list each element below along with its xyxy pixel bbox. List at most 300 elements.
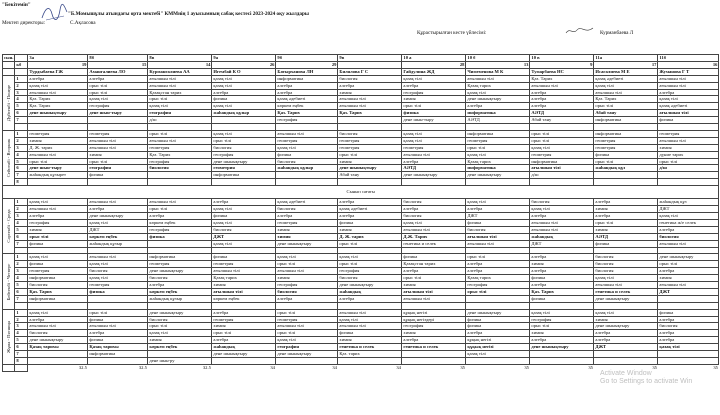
lesson-cell: Д.Ж. Тарих	[402, 233, 466, 240]
lesson-number: 5	[15, 158, 28, 165]
day-label: Сәрсенбі - Среда	[3, 199, 15, 254]
lesson-number: 4	[15, 330, 28, 337]
lesson-cell: орыс тілі	[28, 158, 88, 165]
lesson-cell: химия	[28, 137, 88, 144]
lesson-cell: алгебра	[594, 199, 658, 206]
weekly-hours-total: 32.5	[138, 365, 147, 371]
lesson-cell: алгебра	[530, 254, 594, 261]
lesson-cell: геометрия	[148, 261, 212, 268]
lesson-cell: жаһандық	[338, 288, 402, 295]
lesson-cell: ағылшын тілі	[88, 254, 148, 261]
lesson-cell: Абай тану	[530, 117, 594, 124]
lesson-cell: химия	[530, 330, 594, 337]
lesson-number: 6	[15, 110, 28, 117]
lesson-cell: алгебра	[530, 89, 594, 96]
lesson-cell: информатика	[594, 130, 658, 137]
lesson-cell	[402, 124, 466, 131]
lesson-cell	[212, 358, 276, 365]
lesson-cell: химия	[276, 226, 338, 233]
lesson-cell: биология	[338, 275, 402, 282]
lesson-cell: жаһандық құзыр	[148, 295, 212, 302]
lesson-cell: биология	[212, 144, 276, 151]
lesson-cell: информатика	[148, 254, 212, 261]
lesson-number: 3	[15, 323, 28, 330]
lesson-cell: Қаз. Тарих	[28, 96, 88, 103]
lesson-cell: алгебра	[212, 89, 276, 96]
lesson-cell: ағылшын тілі	[88, 144, 148, 151]
lesson-cell: ағылшын тілі	[338, 103, 402, 110]
lesson-cell: алгебра	[530, 213, 594, 220]
class-header: 10 а	[402, 55, 466, 62]
lesson-cell: биология	[276, 206, 338, 213]
lesson-cell	[402, 302, 466, 309]
lesson-cell: Д. Ж. тарих	[28, 144, 88, 151]
lesson-cell: география	[338, 268, 402, 275]
lesson-cell: алгебра	[212, 309, 276, 316]
lesson-cell	[338, 358, 402, 365]
lesson-cell: Абай тану	[338, 172, 402, 179]
blank-header	[15, 55, 28, 62]
lesson-cell: қазақ тілі	[594, 275, 658, 282]
weekly-hours-total: 32.5	[78, 365, 87, 371]
lesson-cell: алгебра	[338, 82, 402, 89]
teacher-name: Тумарбаева НС	[530, 68, 594, 75]
lesson-cell: алгебра	[466, 103, 530, 110]
lesson-cell: қазақ тілі	[28, 199, 88, 206]
lesson-cell: қазақ тілі	[88, 96, 148, 103]
lesson-cell: қазақ тілі	[466, 151, 530, 158]
lesson-cell	[212, 179, 276, 186]
lesson-cell: алгебра	[594, 330, 658, 337]
lesson-cell: алгебра	[530, 103, 594, 110]
lesson-cell: алгебра	[530, 268, 594, 275]
lesson-cell: дене шынықтыру	[466, 172, 530, 179]
lesson-cell: дене шын-тыру	[28, 165, 88, 172]
lesson-cell: ағылшын тілі	[212, 288, 276, 295]
lesson-cell: физика	[402, 110, 466, 117]
weekly-hours-total: 34	[270, 365, 275, 371]
lesson-cell: алгебра	[658, 226, 719, 233]
lesson-cell: қазақ тілі	[28, 309, 88, 316]
teacher-name: Амангалиева ЛО	[88, 68, 148, 75]
lesson-cell: биология	[88, 268, 148, 275]
lesson-cell: дене шынықтыру	[658, 254, 719, 261]
lesson-cell: ағылшын тілі	[88, 323, 148, 330]
lesson-cell: геометрия	[148, 144, 212, 151]
lesson-cell: геометрия	[594, 144, 658, 151]
lesson-cell: биология	[148, 316, 212, 323]
lesson-cell: дене шынықтыру	[148, 268, 212, 275]
lesson-cell: генетика ж/е селек	[658, 219, 719, 226]
class-header: 9б	[276, 55, 338, 62]
lesson-cell	[28, 124, 88, 131]
lesson-cell: география	[88, 165, 148, 172]
lesson-cell: геометрия	[276, 219, 338, 226]
lesson-cell: орыс тілі	[658, 158, 719, 165]
lesson-number: 5	[15, 226, 28, 233]
lesson-cell: география	[148, 110, 212, 117]
lesson-cell: физика	[594, 151, 658, 158]
weekly-hours-total: 35	[524, 365, 529, 371]
lesson-number: 6	[15, 165, 28, 172]
lesson-cell: биология	[402, 213, 466, 220]
lesson-cell: алгебра	[466, 206, 530, 213]
lesson-cell: құқық негізі	[466, 344, 530, 351]
lesson-cell: алгебра	[658, 330, 719, 337]
lesson-number: 5	[15, 282, 28, 289]
lesson-cell: алгебра	[148, 282, 212, 289]
lesson-cell	[658, 358, 719, 365]
lesson-cell: орыс тілі	[148, 130, 212, 137]
lesson-cell: Абай тану	[594, 110, 658, 117]
day-label: Дүйсенбі - Понеде	[3, 75, 15, 130]
lesson-cell	[338, 179, 402, 186]
director-name: С.Ақласова	[70, 20, 96, 26]
lesson-cell	[88, 247, 148, 254]
lesson-cell: қазақ тілі	[88, 275, 148, 282]
lesson-cell: Қаз. тарих	[338, 351, 402, 358]
lesson-cell: орыс тілі	[338, 261, 402, 268]
lesson-cell: химия	[402, 330, 466, 337]
lesson-cell: физика	[88, 337, 148, 344]
lesson-number: 1	[15, 75, 28, 82]
lesson-cell: ағылшын тілі	[658, 240, 719, 247]
lesson-cell: алгебра	[338, 199, 402, 206]
lesson-cell	[466, 302, 530, 309]
lesson-cell: алгебра	[530, 282, 594, 289]
lesson-cell: физика	[594, 240, 658, 247]
lesson-number: 4	[15, 219, 28, 226]
lesson-cell: қазақ тілі	[276, 337, 338, 344]
lesson-cell: ағылшын тілі	[402, 295, 466, 302]
lesson-cell: қазақ тілі	[466, 351, 530, 358]
lesson-cell: геометрия	[658, 130, 719, 137]
lesson-cell: химия	[402, 96, 466, 103]
lesson-cell	[466, 124, 530, 131]
lesson-cell: құқық негіздері	[402, 316, 466, 323]
lesson-cell: қазақ тілі	[28, 82, 88, 89]
lesson-cell: көркем еңбек	[148, 219, 212, 226]
lesson-cell	[88, 124, 148, 131]
lesson-cell: геометрия	[338, 137, 402, 144]
lesson-cell: география	[276, 282, 338, 289]
lesson-cell: геометрия	[276, 137, 338, 144]
day-label: Сейсенбі - Вторник	[3, 130, 15, 185]
lesson-cell: Қазақ тарихы	[28, 344, 88, 351]
lesson-cell: физика	[530, 275, 594, 282]
lesson-cell: ағылшын тілі	[148, 199, 212, 206]
lesson-cell: физика	[88, 172, 148, 179]
lesson-cell: алгебра	[276, 295, 338, 302]
lesson-cell: биология	[594, 268, 658, 275]
lesson-cell: физика	[338, 330, 402, 337]
lesson-cell: ДЖТ	[658, 288, 719, 295]
lesson-cell: биология	[658, 323, 719, 330]
lesson-cell: алгебра	[658, 268, 719, 275]
lesson-cell: геометрия	[276, 316, 338, 323]
room-number: 14	[148, 61, 212, 68]
lesson-cell: АӘТД	[594, 233, 658, 240]
lesson-cell	[402, 247, 466, 254]
lesson-cell: ағылшын тілі	[28, 151, 88, 158]
lesson-cell: химия	[276, 233, 338, 240]
lesson-number: 5	[15, 103, 28, 110]
lesson-cell: Қаз. Тарих	[28, 103, 88, 110]
lesson-cell: орыс тілі	[594, 158, 658, 165]
lesson-cell: информатика	[28, 295, 88, 302]
lesson-cell: қазақ тілі	[402, 75, 466, 82]
lesson-cell: көркем еңбек	[212, 295, 276, 302]
lesson-cell: алгебра	[88, 75, 148, 82]
lesson-cell: орыс тілі	[28, 233, 88, 240]
class-hour-divider: Сынып сағаты	[3, 186, 719, 199]
lesson-cell: геометрия	[212, 316, 276, 323]
lesson-cell: қазақ әдебиеті	[658, 103, 719, 110]
activation-watermark: Activate Window Go to Settings to activate Win	[600, 370, 693, 385]
lesson-cell	[402, 179, 466, 186]
lesson-cell: алгебра	[28, 213, 88, 220]
director-label: Мектеп директоры:	[2, 20, 46, 26]
lesson-cell: химия	[28, 226, 88, 233]
lesson-cell: ағылшын тілі	[28, 89, 88, 96]
lesson-cell: қазақ тілі	[402, 130, 466, 137]
class-header: 10 в	[530, 55, 594, 62]
lesson-cell	[212, 247, 276, 254]
lesson-cell	[658, 295, 719, 302]
lesson-cell: қазақ тілі	[212, 75, 276, 82]
lesson-cell: геометрия	[212, 165, 276, 172]
lesson-cell: ДЖТ	[466, 213, 530, 220]
lesson-cell: алгебра	[212, 337, 276, 344]
lesson-cell: құқық негізі	[402, 309, 466, 316]
lesson-cell: информатика	[466, 110, 530, 117]
row-label-header: сын.	[4, 55, 14, 60]
lesson-cell: геометрия	[28, 130, 88, 137]
lesson-cell	[212, 117, 276, 124]
blank-footer	[3, 364, 15, 371]
lesson-cell: физика	[530, 295, 594, 302]
lesson-cell	[28, 247, 88, 254]
lesson-cell: дене шынықтыру	[594, 295, 658, 302]
lesson-cell: химия	[212, 282, 276, 289]
weekly-hours-total: 35	[652, 365, 657, 371]
responsible-label: Құрастырылған кесте үйлесімі:	[417, 30, 487, 36]
lesson-cell: қазақ тілі	[658, 213, 719, 220]
lesson-cell: физика	[658, 117, 719, 124]
lesson-cell: ағылшын тілі	[88, 137, 148, 144]
lesson-cell	[658, 302, 719, 309]
day-label: Жұма - Пятница	[3, 309, 15, 364]
lesson-cell: қазақ тілі	[28, 254, 88, 261]
lesson-cell: ағылшын тілі	[530, 226, 594, 233]
room-number: 9	[530, 61, 594, 68]
lesson-number: 2	[15, 261, 28, 268]
lesson-cell: информатика	[276, 75, 338, 82]
lesson-cell: ағылшын тілі	[530, 165, 594, 172]
lesson-cell: алгебра	[658, 316, 719, 323]
lesson-cell: дене шынықтыру	[466, 309, 530, 316]
room-number: 13	[466, 61, 530, 68]
lesson-cell	[338, 247, 402, 254]
blank-header	[3, 61, 15, 68]
lesson-cell: жаһандық	[530, 233, 594, 240]
lesson-cell: қазақ тілі	[466, 89, 530, 96]
lesson-cell: құқық негізі	[466, 337, 530, 344]
lesson-cell: қазақ тілі	[212, 206, 276, 213]
lesson-cell: д/ш	[148, 117, 212, 124]
lesson-cell: география	[402, 323, 466, 330]
teacher-name: Гайдулина ЖД	[402, 68, 466, 75]
lesson-cell: ағылшын тілі	[276, 268, 338, 275]
compiler-name: Курманбаева Л	[600, 30, 634, 36]
lesson-cell: алгебра	[594, 213, 658, 220]
lesson-cell: орыс тілі	[466, 254, 530, 261]
lesson-cell: география	[276, 344, 338, 351]
lesson-cell: алгебра	[530, 96, 594, 103]
lesson-cell: жаһандық құзыр	[88, 240, 148, 247]
lesson-cell: Қазақ тарих	[466, 275, 530, 282]
class-header: 9а	[212, 55, 276, 62]
room-number: 17	[594, 61, 658, 68]
lesson-cell: генетика и селек	[338, 344, 402, 351]
lesson-cell: география	[148, 226, 212, 233]
weekly-hours-total: 35	[460, 365, 465, 371]
lesson-cell: қазақ тілі	[402, 137, 466, 144]
lesson-cell: химия	[402, 282, 466, 289]
weekly-hours-total: 34	[332, 365, 337, 371]
lesson-cell: ағылшын тілі	[28, 323, 88, 330]
lesson-cell: АӘТД	[402, 165, 466, 172]
lesson-cell: физика	[212, 213, 276, 220]
lesson-cell	[148, 179, 212, 186]
lesson-cell	[594, 172, 658, 179]
lesson-cell	[88, 358, 148, 365]
lesson-cell	[276, 124, 338, 131]
lesson-cell: физика	[212, 254, 276, 261]
lesson-cell: химия	[88, 151, 148, 158]
lesson-cell: қазақ әдебиеті	[338, 206, 402, 213]
lesson-cell	[466, 247, 530, 254]
lesson-cell: ДЖТ	[594, 344, 658, 351]
weekly-hours-total: 32.5	[202, 365, 211, 371]
lesson-cell: қазақ тілі	[530, 206, 594, 213]
lesson-cell: дене шынықтыру	[276, 351, 338, 358]
lesson-number: 1	[15, 130, 28, 137]
lesson-number: 7	[15, 295, 28, 302]
lesson-cell: ағылшын тілі	[402, 288, 466, 295]
lesson-cell: орыс тілі	[338, 240, 402, 247]
lesson-cell: орыс тілі	[88, 158, 148, 165]
lesson-cell: физика	[466, 323, 530, 330]
lesson-cell: биология	[276, 158, 338, 165]
lesson-cell: информатика	[466, 165, 530, 172]
lesson-cell	[466, 179, 530, 186]
lesson-cell	[28, 302, 88, 309]
lesson-cell: ағылшын тілі	[594, 282, 658, 289]
lesson-cell	[338, 124, 402, 131]
lesson-cell: физика	[276, 151, 338, 158]
lesson-cell: жаһандық құзыр	[276, 165, 338, 172]
lesson-cell	[88, 302, 148, 309]
lesson-number	[15, 302, 28, 309]
lesson-cell: орыс тілі	[530, 137, 594, 144]
lesson-cell: дене шынықтыру	[466, 96, 530, 103]
lesson-cell	[466, 358, 530, 365]
lesson-number: 2	[15, 206, 28, 213]
lesson-cell	[530, 358, 594, 365]
room-number: 16	[658, 61, 719, 68]
lesson-cell: қазақ тілі	[212, 82, 276, 89]
lesson-cell: физика	[658, 309, 719, 316]
lesson-cell: қазақ тілі	[594, 82, 658, 89]
lesson-cell: алгебра	[88, 330, 148, 337]
lesson-cell: геометрия	[338, 144, 402, 151]
lesson-cell: Қаз. Тарих	[276, 110, 338, 117]
schedule-title: "Б.Момышұлы атындағы орта мектебі" КММнің 1 ауысымның сабақ кестесі 2023-2024 оқу жылдары	[68, 11, 309, 17]
lesson-cell: Қаз. Тарих	[594, 96, 658, 103]
room-number: 28	[402, 61, 466, 68]
lesson-cell: алгебра	[402, 337, 466, 344]
lesson-cell	[148, 240, 212, 247]
lesson-cell	[28, 358, 88, 365]
lesson-cell: қазақ тілі	[212, 219, 276, 226]
lesson-cell: биология	[276, 288, 338, 295]
lesson-cell: алгебра	[658, 337, 719, 344]
lesson-cell: ағылшын тілі	[402, 151, 466, 158]
lesson-cell: қазақ әдебиеті	[276, 199, 338, 206]
lesson-cell: орыс тілі	[88, 89, 148, 96]
lesson-cell	[402, 351, 466, 358]
lesson-cell: биология	[148, 275, 212, 282]
lesson-cell	[658, 124, 719, 131]
room-label-header: кб	[15, 61, 28, 68]
lesson-number: 1	[15, 254, 28, 261]
lesson-cell: алгебра	[466, 268, 530, 275]
lesson-number: 4	[15, 275, 28, 282]
lesson-number: 3	[15, 268, 28, 275]
lesson-cell: алгебра	[28, 316, 88, 323]
lesson-cell: жаһандық құзырет	[28, 172, 88, 179]
lesson-cell: алгебра	[276, 82, 338, 89]
lesson-cell: информатика	[466, 130, 530, 137]
lesson-cell: Қазақ тарихы	[88, 344, 148, 351]
lesson-number: 3	[15, 144, 28, 151]
room-number: 26	[212, 61, 276, 68]
room-number: 15	[88, 61, 148, 68]
lesson-cell: алгебра	[148, 213, 212, 220]
lesson-cell: дене шынықтыру	[530, 344, 594, 351]
lesson-cell: д/ш	[658, 165, 719, 172]
lesson-cell: дене шынықтыру	[338, 165, 402, 172]
lesson-cell: алгебра	[594, 337, 658, 344]
lesson-cell: қазақ тілі	[466, 199, 530, 206]
lesson-cell: информатика	[28, 275, 88, 282]
lesson-cell: қазақ тілі	[212, 130, 276, 137]
lesson-cell: физика	[338, 219, 402, 226]
lesson-cell: алгебра	[402, 158, 466, 165]
lesson-cell	[88, 295, 148, 302]
lesson-cell: биология	[594, 261, 658, 268]
lesson-cell: қазақ тілі	[276, 254, 338, 261]
lesson-cell: орыс тілі	[212, 330, 276, 337]
lesson-number: 5	[15, 337, 28, 344]
blank-header	[15, 68, 28, 75]
lesson-cell: химия	[338, 337, 402, 344]
lesson-cell	[594, 179, 658, 186]
lesson-number: 1	[15, 309, 28, 316]
lesson-cell: генетика и селек	[594, 288, 658, 295]
lesson-cell: ағылшын тілі	[28, 206, 88, 213]
